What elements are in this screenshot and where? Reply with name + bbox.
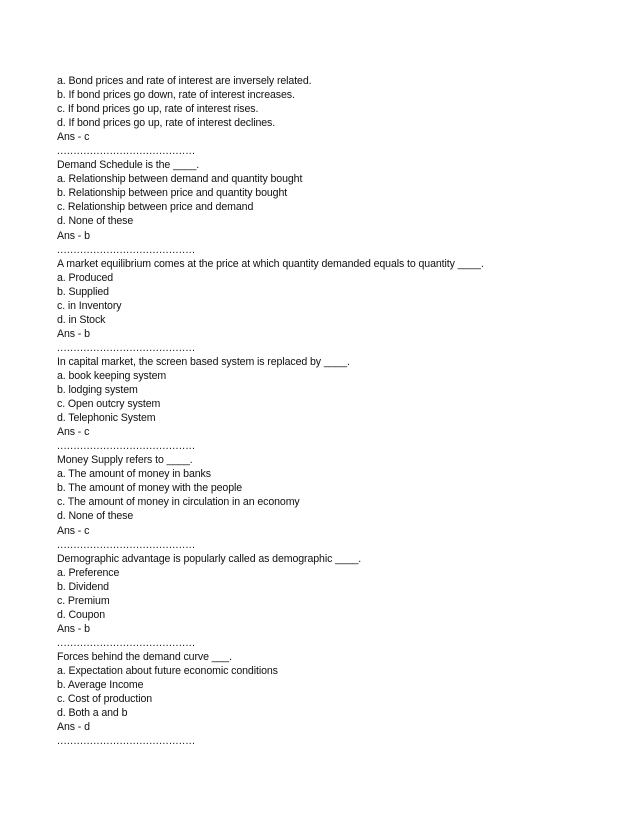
question-line: Demographic advantage is popularly called as demographic ____. [57,552,362,565]
option-line: c. Premium [57,594,110,607]
option-line: c. The amount of money in circulation in an economy [57,496,300,509]
option-line: a. Expectation about future economic conditions [57,664,278,677]
option-line: d. Coupon [57,608,105,621]
separator: .......................................... [57,636,196,649]
option-line: b. If bond prices go down, rate of interest increases. [57,89,295,102]
option-line: d. None of these [57,510,134,523]
question-line: Forces behind the demand curve ___. [57,650,232,663]
option-line: a. Bond prices and rate of interest are inversely related. [57,75,312,87]
option-line: c. Cost of production [57,693,153,706]
option-line: c. Relationship between price and demand [57,201,254,214]
option-line: c. in Inventory [57,299,122,312]
question-line: A market equilibrium comes at the price at which quantity demanded equals to quantity ____. [57,257,484,270]
separator: .......................................... [57,145,196,158]
option-line: b. Dividend [57,580,109,593]
option-line: d. Telephonic System [57,412,156,425]
answer-line: Ans - c [57,131,90,144]
answer-line: Ans - c [57,426,90,439]
answer-line: Ans - b [57,327,90,340]
option-line: d. Both a and b [57,707,128,720]
answer-line: Ans - b [57,229,90,242]
question-line: Money Supply refers to ____. [57,454,193,467]
option-line: b. lodging system [57,384,138,397]
separator: .......................................... [57,735,196,748]
option-line: d. None of these [57,215,134,228]
answer-line: Ans - c [57,524,90,537]
answer-line: Ans - b [57,622,90,635]
option-line: a. Preference [57,566,120,579]
option-line: a. The amount of money in banks [57,468,211,481]
option-line: d. in Stock [57,313,106,326]
separator: .......................................... [57,440,196,453]
option-line: a. Produced [57,271,114,284]
question-line: In capital market, the screen based system is replaced by ____. [57,355,350,368]
option-line: c. If bond prices go up, rate of interest rises. [57,103,259,116]
separator: .......................................... [57,538,196,551]
document-page [57,74,597,748]
option-line: b. Relationship between price and quantity bought [57,187,288,200]
option-line: a. Relationship between demand and quantity bought [57,173,303,186]
option-line: b. Supplied [57,285,109,298]
question-line: Demand Schedule is the ____. [57,159,200,172]
option-line: b. The amount of money with the people [57,482,243,495]
separator: .......................................... [57,243,196,256]
answer-line: Ans - d [57,721,90,734]
option-line: a. book keeping system [57,369,167,382]
option-line: d. If bond prices go up, rate of interest declines. [57,117,276,130]
option-line: c. Open outcry system [57,398,161,411]
option-line: b. Average Income [57,679,144,692]
separator: .......................................... [57,341,196,354]
